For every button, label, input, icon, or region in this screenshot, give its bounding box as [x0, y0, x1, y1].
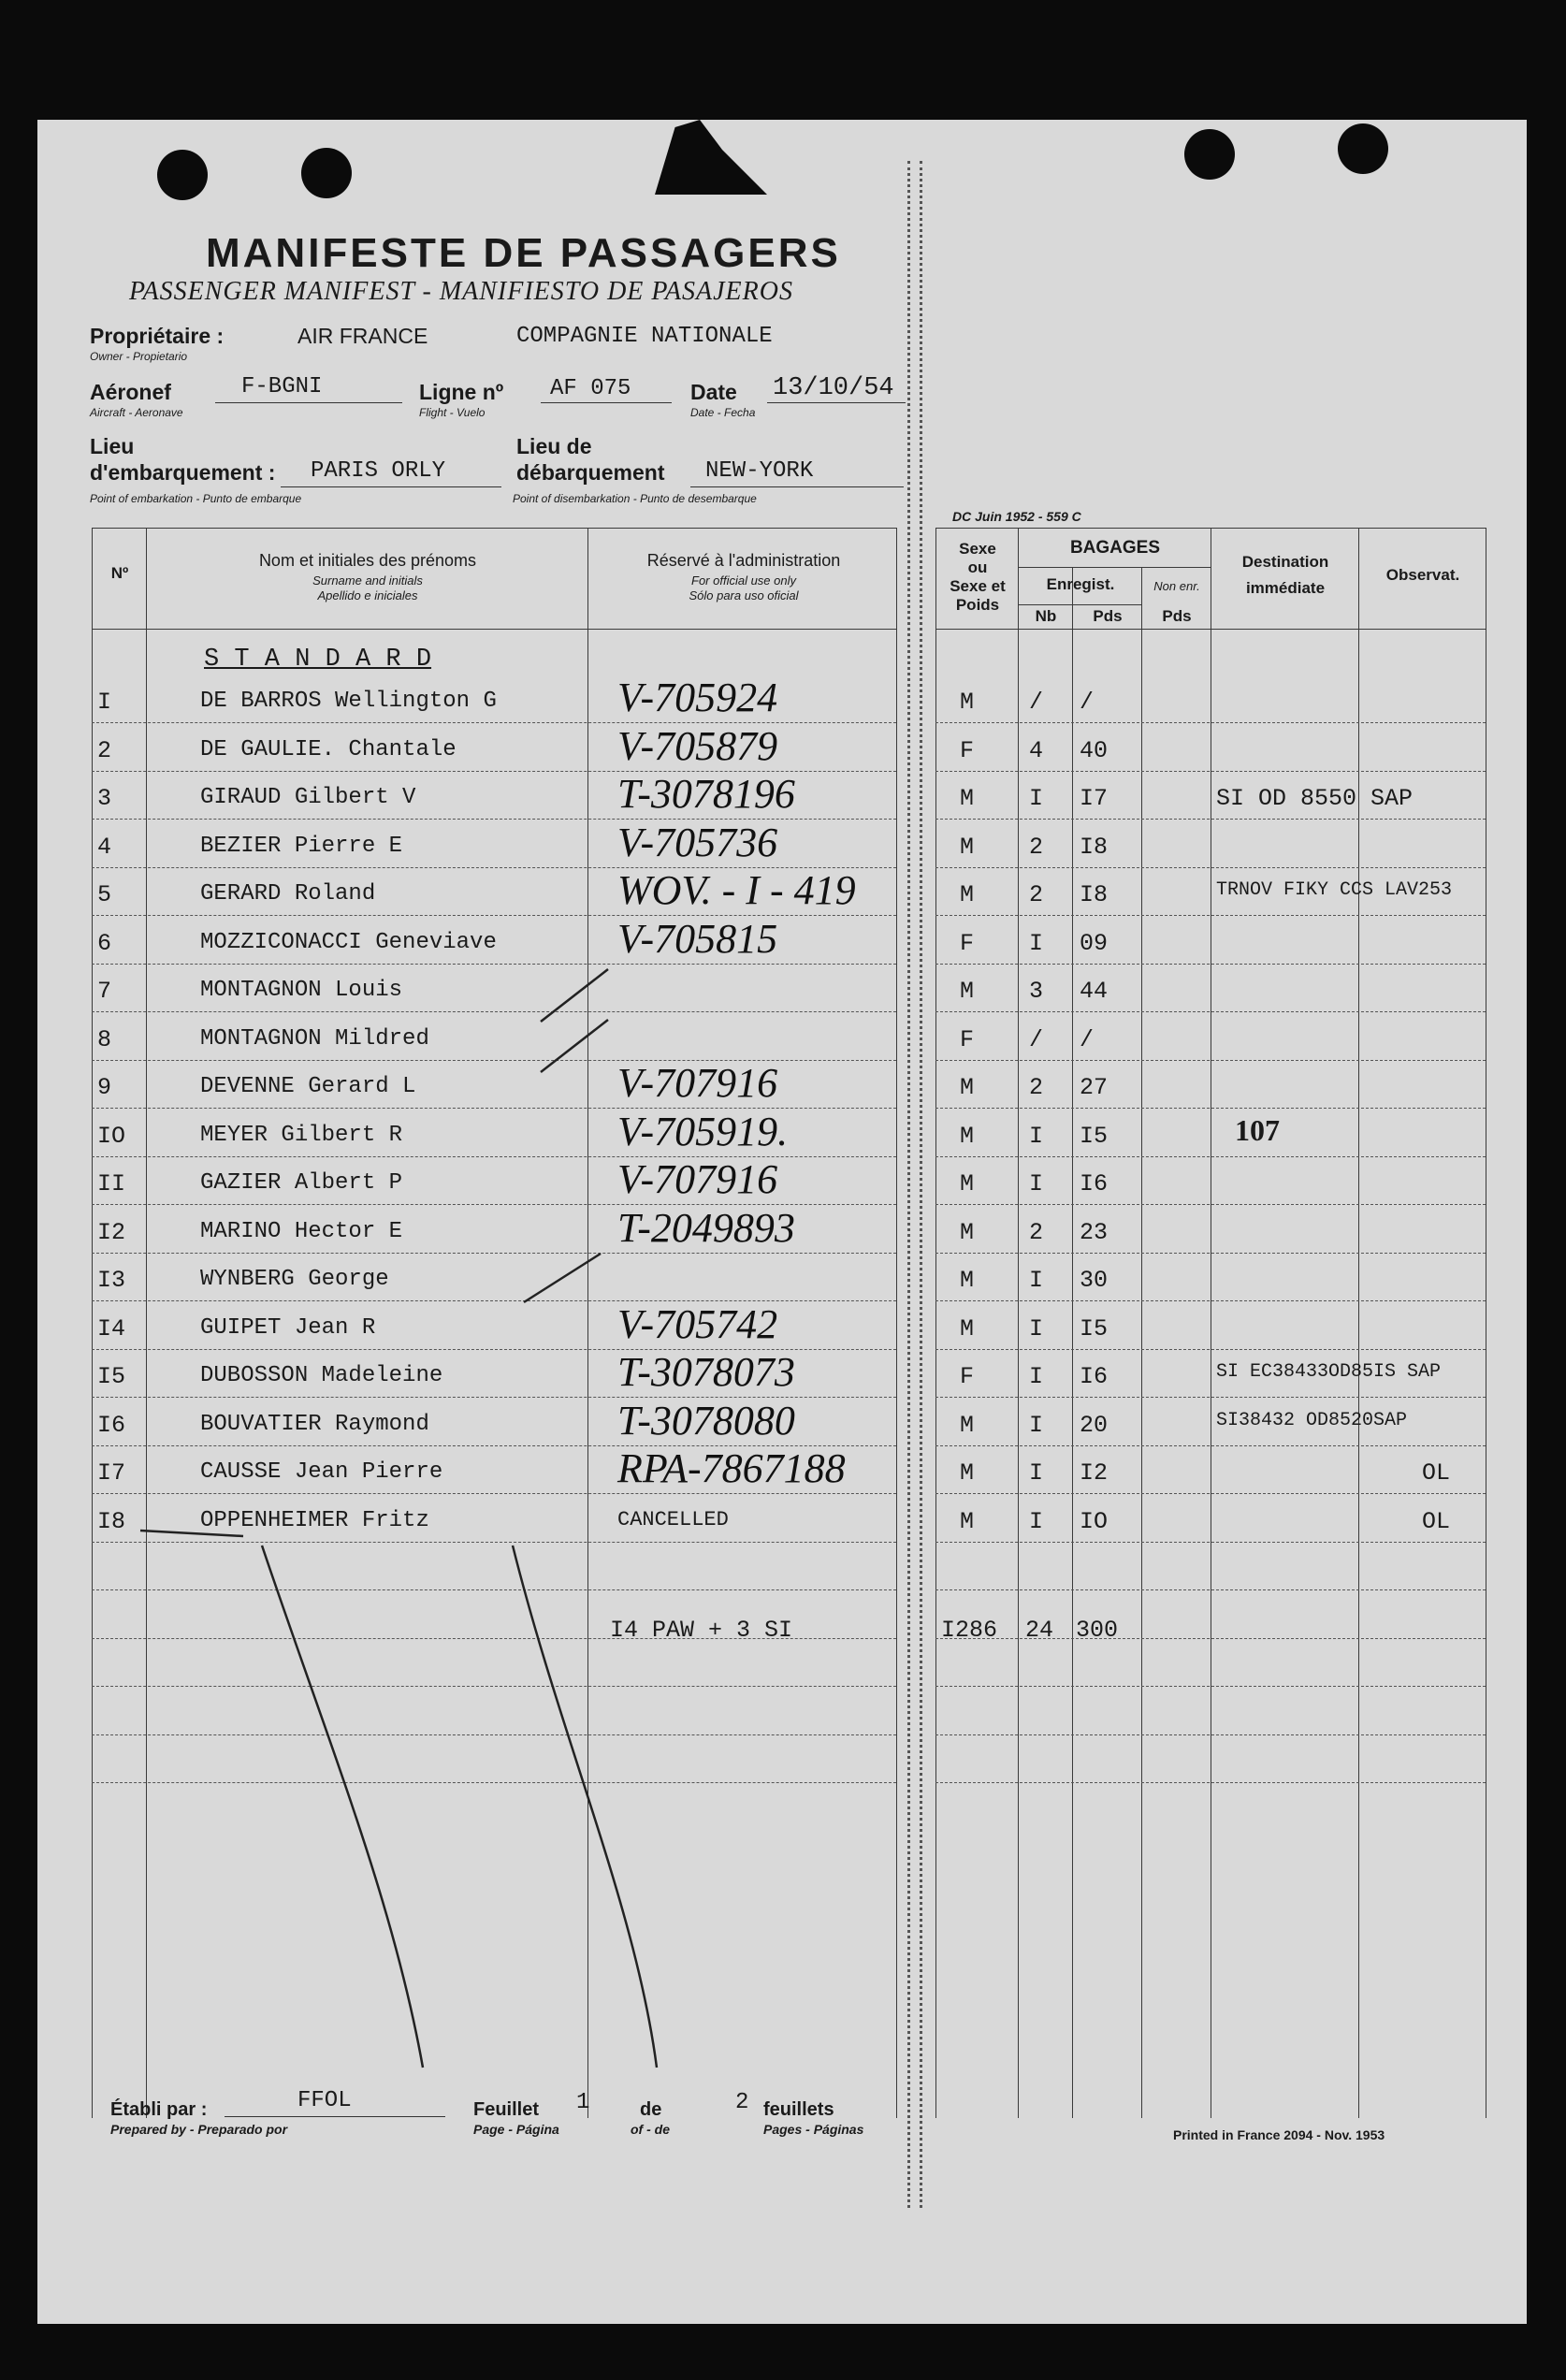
col-admin-sub-1: For official use only — [691, 573, 796, 588]
col-observations: Observat. — [1385, 566, 1460, 584]
row-number: 5 — [97, 881, 112, 908]
admin-reference: RPA-7867188 — [617, 1445, 846, 1491]
col-destination-2: immédiate — [1245, 579, 1326, 597]
section-label: S T A N D A R D — [204, 646, 432, 674]
row-number: I — [97, 689, 112, 716]
passenger-name: MOZZICONACCI Geneviave — [200, 930, 497, 955]
sheet-value: 1 — [576, 2090, 590, 2115]
embark-label-1: Lieu — [90, 434, 135, 458]
admin-reference: V-705815 — [617, 916, 778, 962]
baggage-count: 2 — [1029, 1219, 1044, 1246]
passenger-sex: M — [960, 785, 975, 812]
baggage-weight: 23 — [1080, 1219, 1109, 1246]
passenger-name: WYNBERG George — [200, 1267, 389, 1292]
passenger-name: CAUSSE Jean Pierre — [200, 1459, 443, 1485]
baggage-count: / — [1029, 689, 1044, 716]
col-admin-header: Réservé à l'administration — [646, 551, 841, 570]
col-destination-1: Destination — [1241, 553, 1329, 571]
baggage-count: I — [1029, 1123, 1044, 1150]
passenger-name: MONTAGNON Louis — [200, 978, 403, 1003]
passenger-sex: F — [960, 930, 975, 957]
flight-sublabel: Flight - Vuelo — [419, 406, 486, 419]
baggage-weight: I7 — [1080, 785, 1109, 812]
passenger-name: GAZIER Albert P — [200, 1170, 403, 1196]
col-name-header: Nom et initiales des prénoms — [258, 551, 477, 570]
row-number: I5 — [97, 1363, 126, 1390]
admin-reference: V-705924 — [617, 675, 778, 720]
admin-reference: CANCELLED — [617, 1508, 729, 1531]
baggage-weight: 09 — [1080, 930, 1109, 957]
row-number: I8 — [97, 1508, 126, 1535]
prepared-by-sublabel: Prepared by - Preparado por — [110, 2122, 288, 2137]
pages-sublabel: Pages - Páginas — [763, 2122, 864, 2137]
row-number: 3 — [97, 785, 112, 812]
flight-label: Ligne nº — [419, 380, 504, 404]
baggage-count: I — [1029, 1363, 1044, 1390]
baggage-weight: IO — [1080, 1508, 1109, 1535]
passenger-name: MONTAGNON Mildred — [200, 1026, 429, 1052]
embark-sublabel: Point of embarkation - Punto de embarque — [90, 492, 302, 505]
baggage-weight: I2 — [1080, 1459, 1109, 1487]
row-number: 4 — [97, 834, 112, 861]
baggage-weight: 44 — [1080, 978, 1109, 1005]
baggage-count: 2 — [1029, 834, 1044, 861]
row-number: 7 — [97, 978, 112, 1005]
baggage-count: 2 — [1029, 881, 1044, 908]
baggage-count: I — [1029, 1459, 1044, 1487]
baggage-weight: 30 — [1080, 1267, 1109, 1294]
owner-sublabel: Owner - Propietario — [90, 350, 188, 363]
row-number: I4 — [97, 1315, 126, 1342]
date-label: Date — [690, 380, 737, 404]
passenger-sex: M — [960, 978, 975, 1005]
passenger-sex: M — [960, 689, 975, 716]
passenger-name: OPPENHEIMER Fritz — [200, 1508, 429, 1533]
col-nb: Nb — [1035, 607, 1057, 625]
form-reference: DC Juin 1952 - 559 C — [952, 509, 1081, 524]
col-no-header: Nº — [110, 564, 129, 582]
col-sex-4: Poids — [955, 596, 1000, 614]
admin-reference: V-705736 — [617, 820, 778, 865]
passenger-sex: M — [960, 1123, 975, 1150]
embark-value: PARIS ORLY — [311, 458, 446, 484]
passenger-name: BOUVATIER Raymond — [200, 1412, 429, 1437]
baggage-weight: 27 — [1080, 1074, 1109, 1101]
sheets-label: feuillets — [763, 2099, 834, 2120]
col-nonreg-2: Pds — [1162, 607, 1192, 625]
baggage-weight: I8 — [1080, 834, 1109, 861]
admin-reference: T-3078080 — [617, 1398, 795, 1444]
admin-reference: T-3078073 — [617, 1349, 795, 1395]
baggage-count: I — [1029, 930, 1044, 957]
passenger-name: MEYER Gilbert R — [200, 1123, 403, 1148]
passenger-sex: M — [960, 1412, 975, 1439]
passenger-sex: M — [960, 1315, 975, 1342]
baggage-count: I — [1029, 1412, 1044, 1439]
passenger-sex: M — [960, 1170, 975, 1197]
passenger-name: MARINO Hector E — [200, 1219, 403, 1244]
row-number: 6 — [97, 930, 112, 957]
passenger-name: DE GAULIE. Chantale — [200, 737, 457, 762]
baggage-count: 3 — [1029, 978, 1044, 1005]
date-value: 13/10/54 — [773, 374, 894, 402]
col-admin-sub-2: Sólo para uso oficial — [689, 588, 799, 602]
passenger-sex: M — [960, 881, 975, 908]
embark-label-2: d'embarquement : — [90, 460, 276, 485]
baggage-weight: / — [1080, 1026, 1095, 1053]
page-title: MANIFESTE DE PASSAGERS — [206, 230, 841, 276]
col-baggage: BAGAGES — [1069, 538, 1161, 558]
passenger-name: GIRAUD Gilbert V — [200, 785, 416, 810]
baggage-weight: I6 — [1080, 1170, 1109, 1197]
row-number: I6 — [97, 1412, 126, 1439]
of-sublabel: of - de — [631, 2122, 670, 2137]
total-nb: 24 — [1025, 1617, 1054, 1644]
passenger-sex: M — [960, 1459, 975, 1487]
baggage-weight: 40 — [1080, 737, 1109, 764]
baggage-count: 4 — [1029, 737, 1044, 764]
sheet-label: Feuillet — [473, 2099, 540, 2120]
owner-value: AIR FRANCE — [297, 324, 428, 348]
passenger-sex: F — [960, 1026, 975, 1053]
prepared-by-label: Établi par : — [110, 2099, 208, 2120]
baggage-weight: / — [1080, 689, 1095, 716]
total-pds: 300 — [1076, 1617, 1119, 1644]
baggage-weight: I5 — [1080, 1123, 1109, 1150]
baggage-count: I — [1029, 1315, 1044, 1342]
owner-label: Propriétaire : — [90, 324, 225, 348]
admin-reference: V-707916 — [617, 1060, 778, 1106]
baggage-count: I — [1029, 1170, 1044, 1197]
passenger-name: GUIPET Jean R — [200, 1315, 376, 1341]
row-number: IO — [97, 1123, 126, 1150]
passenger-name: DEVENNE Gerard L — [200, 1074, 416, 1099]
col-sex-3: Sexe et — [950, 577, 1006, 595]
of-value: 2 — [735, 2090, 749, 2115]
passenger-sex: F — [960, 1363, 975, 1390]
passenger-sex: M — [960, 1508, 975, 1535]
admin-reference: V-705879 — [617, 723, 778, 769]
prepared-by-value: FFOL — [297, 2088, 352, 2113]
destination: TRNOV FIKY CCS LAV253 — [1216, 879, 1453, 901]
passenger-name: DE BARROS Wellington G — [200, 689, 497, 714]
destination: 107 — [1235, 1113, 1280, 1147]
disembark-sublabel: Point of disembarkation - Punto de desembarque — [513, 492, 757, 505]
row-number: 8 — [97, 1026, 112, 1053]
passenger-name: GERARD Roland — [200, 881, 376, 907]
destination: SI38432 OD8520SAP — [1216, 1410, 1408, 1431]
disembark-label-1: Lieu de — [516, 434, 592, 458]
disembark-value: NEW-YORK — [705, 458, 814, 484]
aircraft-label: Aéronef — [90, 380, 171, 404]
row-number: 9 — [97, 1074, 112, 1101]
flight-value: AF 075 — [550, 376, 631, 401]
col-name-sub-2: Apellido e iniciales — [317, 588, 418, 602]
admin-reference: V-705742 — [617, 1301, 778, 1347]
page-sublabel: Page - Página — [473, 2122, 559, 2137]
col-nonreg-1: Non enr. — [1153, 579, 1200, 593]
row-number: II — [97, 1170, 126, 1197]
observation: OL — [1422, 1508, 1451, 1535]
passenger-sex: M — [960, 1219, 975, 1246]
col-sex-1: Sexe — [959, 540, 996, 558]
baggage-count: I — [1029, 1267, 1044, 1294]
baggage-count: / — [1029, 1026, 1044, 1053]
row-number: I7 — [97, 1459, 126, 1487]
col-pds: Pds — [1093, 607, 1123, 625]
baggage-weight: I8 — [1080, 881, 1109, 908]
baggage-weight: I6 — [1080, 1363, 1109, 1390]
disembark-label-2: débarquement — [516, 460, 665, 485]
row-number: 2 — [97, 737, 112, 764]
aircraft-sublabel: Aircraft - Aeronave — [90, 406, 183, 419]
destination: SI EC38433OD85IS SAP — [1216, 1361, 1442, 1383]
page-subtitle: PASSENGER MANIFEST - MANIFIESTO DE PASAJEROS — [129, 277, 793, 306]
admin-reference: V-705919. — [617, 1109, 789, 1154]
admin-reference: T-3078196 — [617, 771, 795, 817]
passenger-name: BEZIER Pierre E — [200, 834, 403, 859]
printed-note: Printed in France 2094 - Nov. 1953 — [1173, 2127, 1385, 2142]
destination: SI OD 8550 SAP — [1216, 785, 1414, 812]
passenger-sex: M — [960, 1267, 975, 1294]
baggage-count: I — [1029, 785, 1044, 812]
baggage-count: 2 — [1029, 1074, 1044, 1101]
admin-reference: WOV. - I - 419 — [617, 867, 856, 913]
passenger-sex: F — [960, 737, 975, 764]
passenger-sex: M — [960, 1074, 975, 1101]
col-name-sub-1: Surname and initials — [312, 573, 423, 588]
col-sex-2: ou — [967, 559, 988, 576]
total-sex: I286 — [941, 1617, 998, 1644]
row-number: I3 — [97, 1267, 126, 1294]
col-registered: Enregist. — [1046, 575, 1115, 593]
row-number: I2 — [97, 1219, 126, 1246]
passenger-sex: M — [960, 834, 975, 861]
baggage-count: I — [1029, 1508, 1044, 1535]
of-label: de — [640, 2099, 662, 2120]
total-admin: I4 PAW + 3 SI — [610, 1617, 793, 1644]
passenger-name: DUBOSSON Madeleine — [200, 1363, 443, 1388]
aircraft-value: F-BGNI — [241, 374, 323, 399]
admin-reference: T-2049893 — [617, 1205, 795, 1251]
date-sublabel: Date - Fecha — [690, 406, 756, 419]
baggage-weight: I5 — [1080, 1315, 1109, 1342]
baggage-weight: 20 — [1080, 1412, 1109, 1439]
admin-reference: V-707916 — [617, 1156, 778, 1202]
owner-value-2: COMPAGNIE NATIONALE — [516, 324, 773, 349]
observation: OL — [1422, 1459, 1451, 1487]
